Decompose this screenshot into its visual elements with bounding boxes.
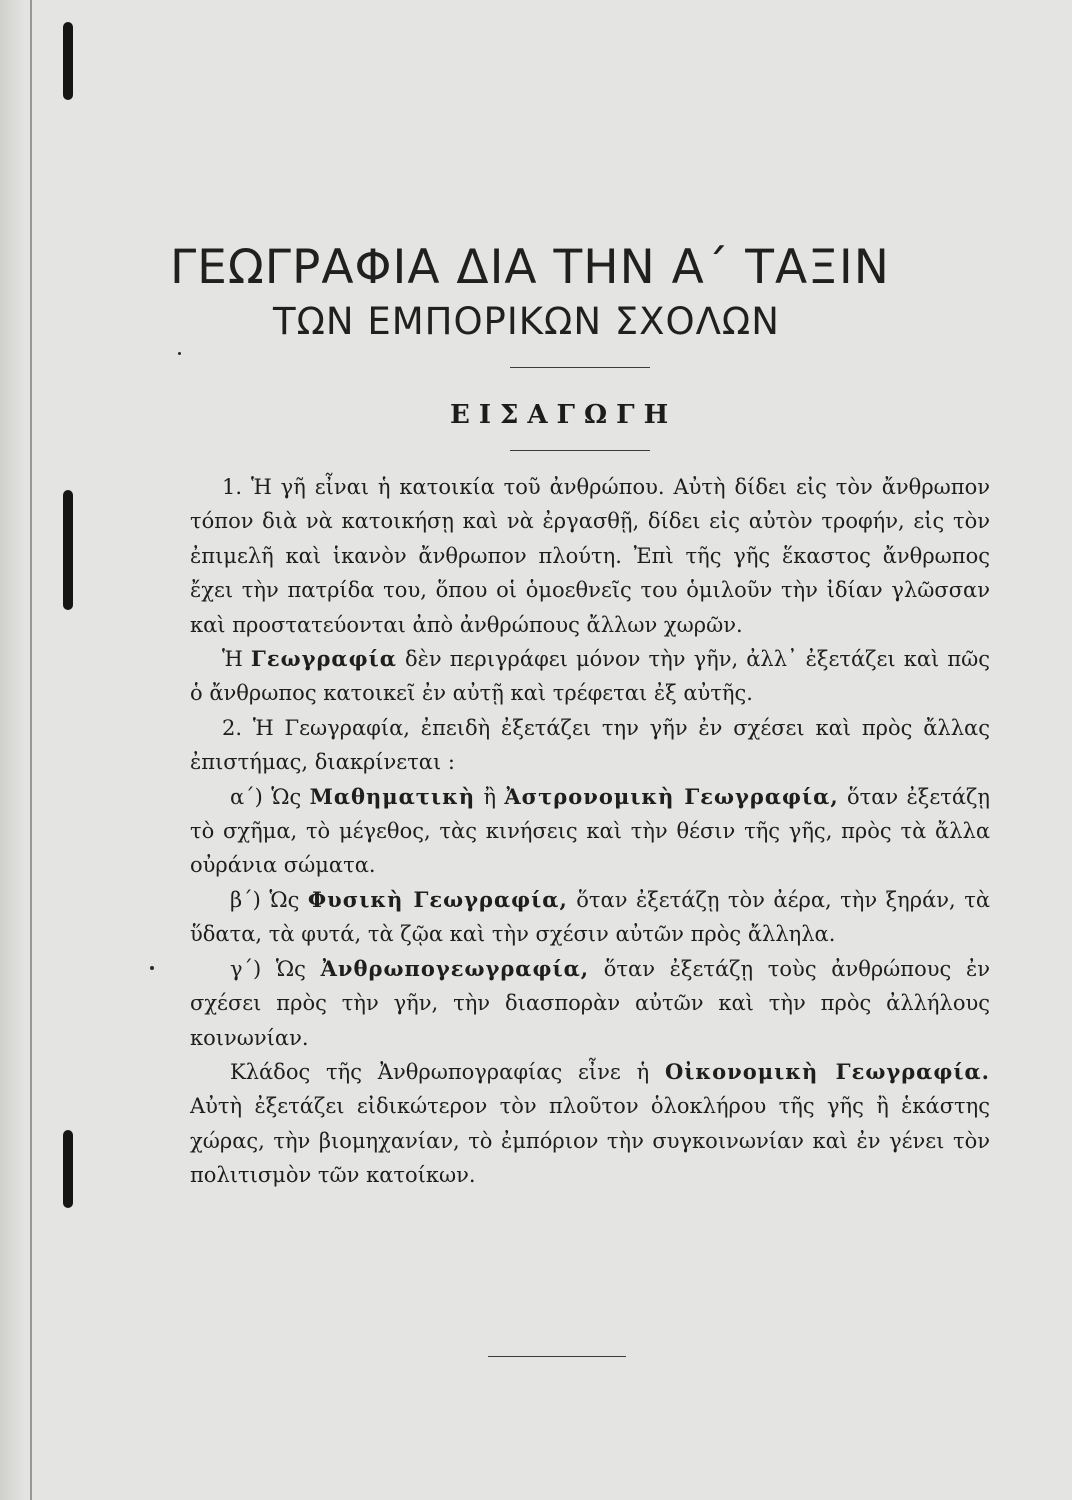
- print-speck: [150, 966, 154, 970]
- bold-term: Οἰκονομικὴ Γεωγραφία.: [664, 1058, 990, 1084]
- paragraph-text: γ΄) Ὡς: [230, 956, 321, 981]
- paragraph-text: δὲν περιγράφει μόνον τὴν γῆν, ἀλλ᾽ ἐξετάζει καὶ πῶς ὁ ἄνθρωπος κατοικεῖ ἐν αὐτῇ καὶ τρέφεται ἐξ αὐτῆς.: [190, 647, 991, 706]
- paragraph-text: ὅταν ἐξετάζῃ τὸ σχῆμα, τὸ μέγεθος, τὰς κινήσεις καὶ τὴν θέσιν τῆς γῆς, πρὸς τὰ ἄλλα οὐράνια σώματα.: [190, 784, 990, 878]
- paragraph-text: Ἡ: [222, 647, 251, 672]
- bold-term: Ἀνθρωπογεωγραφία,: [320, 955, 590, 981]
- paragraph: [190, 780, 990, 883]
- bold-term: Ἀστρονομικὴ Γεωγραφία,: [504, 783, 839, 809]
- bold-term: Μαθηματικὴ: [309, 783, 476, 809]
- paragraph-text: β΄) Ὡς: [230, 887, 308, 912]
- paragraph: [190, 1055, 990, 1193]
- divider: [510, 367, 650, 368]
- title-line-2: ΤΩΝ ΕΜΠΟΡΙΚΩΝ ΣΧΟΛΩΝ: [273, 300, 780, 343]
- page-binding-edge: [0, 0, 26, 1500]
- paragraph-text: Αὐτὴ ἐξετάζει εἰδικώτερον τὸν πλοῦτον ὁλοκλήρου τῆς γῆς ἢ ἑκάστης χώρας, τὴν βιομηχανίαν, τὸ ἐμπόριον τὴν συγκοινωνίαν καὶ ἐν γένει τὸν πολιτισμὸν τῶν κατοίκων.: [190, 1094, 990, 1188]
- paragraph-text: ὅταν ἐξετάζῃ τὸν ἀέρα, τὴν ξηράν, τὰ ὕδατα, τὰ φυτά, τὰ ζῷα καὶ τὴν σχέσιν αὐτῶν πρὸς ἄλληλα.: [190, 887, 991, 947]
- paragraph-text: 1. Ἡ γῆ εἶναι ἡ κατοικία τοῦ ἀνθρώπου. Αὐτὴ δίδει εἰς τὸν ἄνθρωπον τόπον διὰ νὰ κατοικήσῃ καὶ νὰ ἐργασθῇ, δίδει εἰς αὐτὸν τροφήν, εἰς τὸν ἐπιμελῆ καὶ ἱκανὸν ἄνθρωπον πλούτη. Ἐπὶ τῆς γῆς ἕκαστος ἄνθρωπος ἔχει τὴν πατρίδα του, ὅπου οἱ ὁμοεθνεῖς του ὁμιλοῦν τὴν ἰδίαν γλῶσσαν καὶ προστατεύονται ἀπὸ ἀνθρώπους ἄλλων χωρῶν.: [190, 475, 990, 637]
- paragraph: [190, 883, 990, 952]
- paragraph: [190, 952, 990, 1055]
- paragraph-text: ὅταν ἐξετάζῃ τοὺς ἀνθρώπους ἐν σχέσει πρὸς τὴν γῆν, τὴν διασπορὰν αὐτῶν καὶ τὴν πρὸς ἀλλήλους κοινωνίαν.: [190, 956, 990, 1050]
- paragraph: [190, 470, 990, 642]
- binding-mark: [63, 1130, 73, 1208]
- paragraph-text: Κλάδος τῆς Ἀνθρωπογραφίας εἶνε ἡ: [230, 1059, 665, 1084]
- bold-term: Φυσικὴ Γεωγραφία,: [307, 886, 568, 912]
- title-line-1: ΓΕΩΓΡΑΦΙΑ ΔΙΑ ΤΗΝ Α΄ ΤΑΞΙΝ: [170, 240, 890, 295]
- paragraph-text: α΄) Ὡς: [230, 784, 310, 809]
- binding-mark: [63, 490, 73, 610]
- divider: [510, 450, 650, 451]
- paragraph: [190, 642, 990, 711]
- print-speck: [178, 352, 181, 355]
- paragraph-text: ἢ: [475, 784, 505, 809]
- section-heading: ΕΙΣΑΓΩΓΗ: [450, 400, 678, 430]
- binding-line: [30, 0, 32, 1500]
- bold-term: Γεωγραφία: [250, 646, 397, 672]
- document-body: [190, 470, 990, 1193]
- paragraph: [190, 711, 990, 780]
- binding-mark: [63, 22, 73, 100]
- divider: [488, 1356, 626, 1357]
- paragraph-text: 2. Ἡ Γεωγραφία, ἐπειδὴ ἐξετάζει την γῆν ἐν σχέσει καὶ πρὸς ἄλλας ἐπιστήμας, διακρίνεται :: [190, 715, 990, 775]
